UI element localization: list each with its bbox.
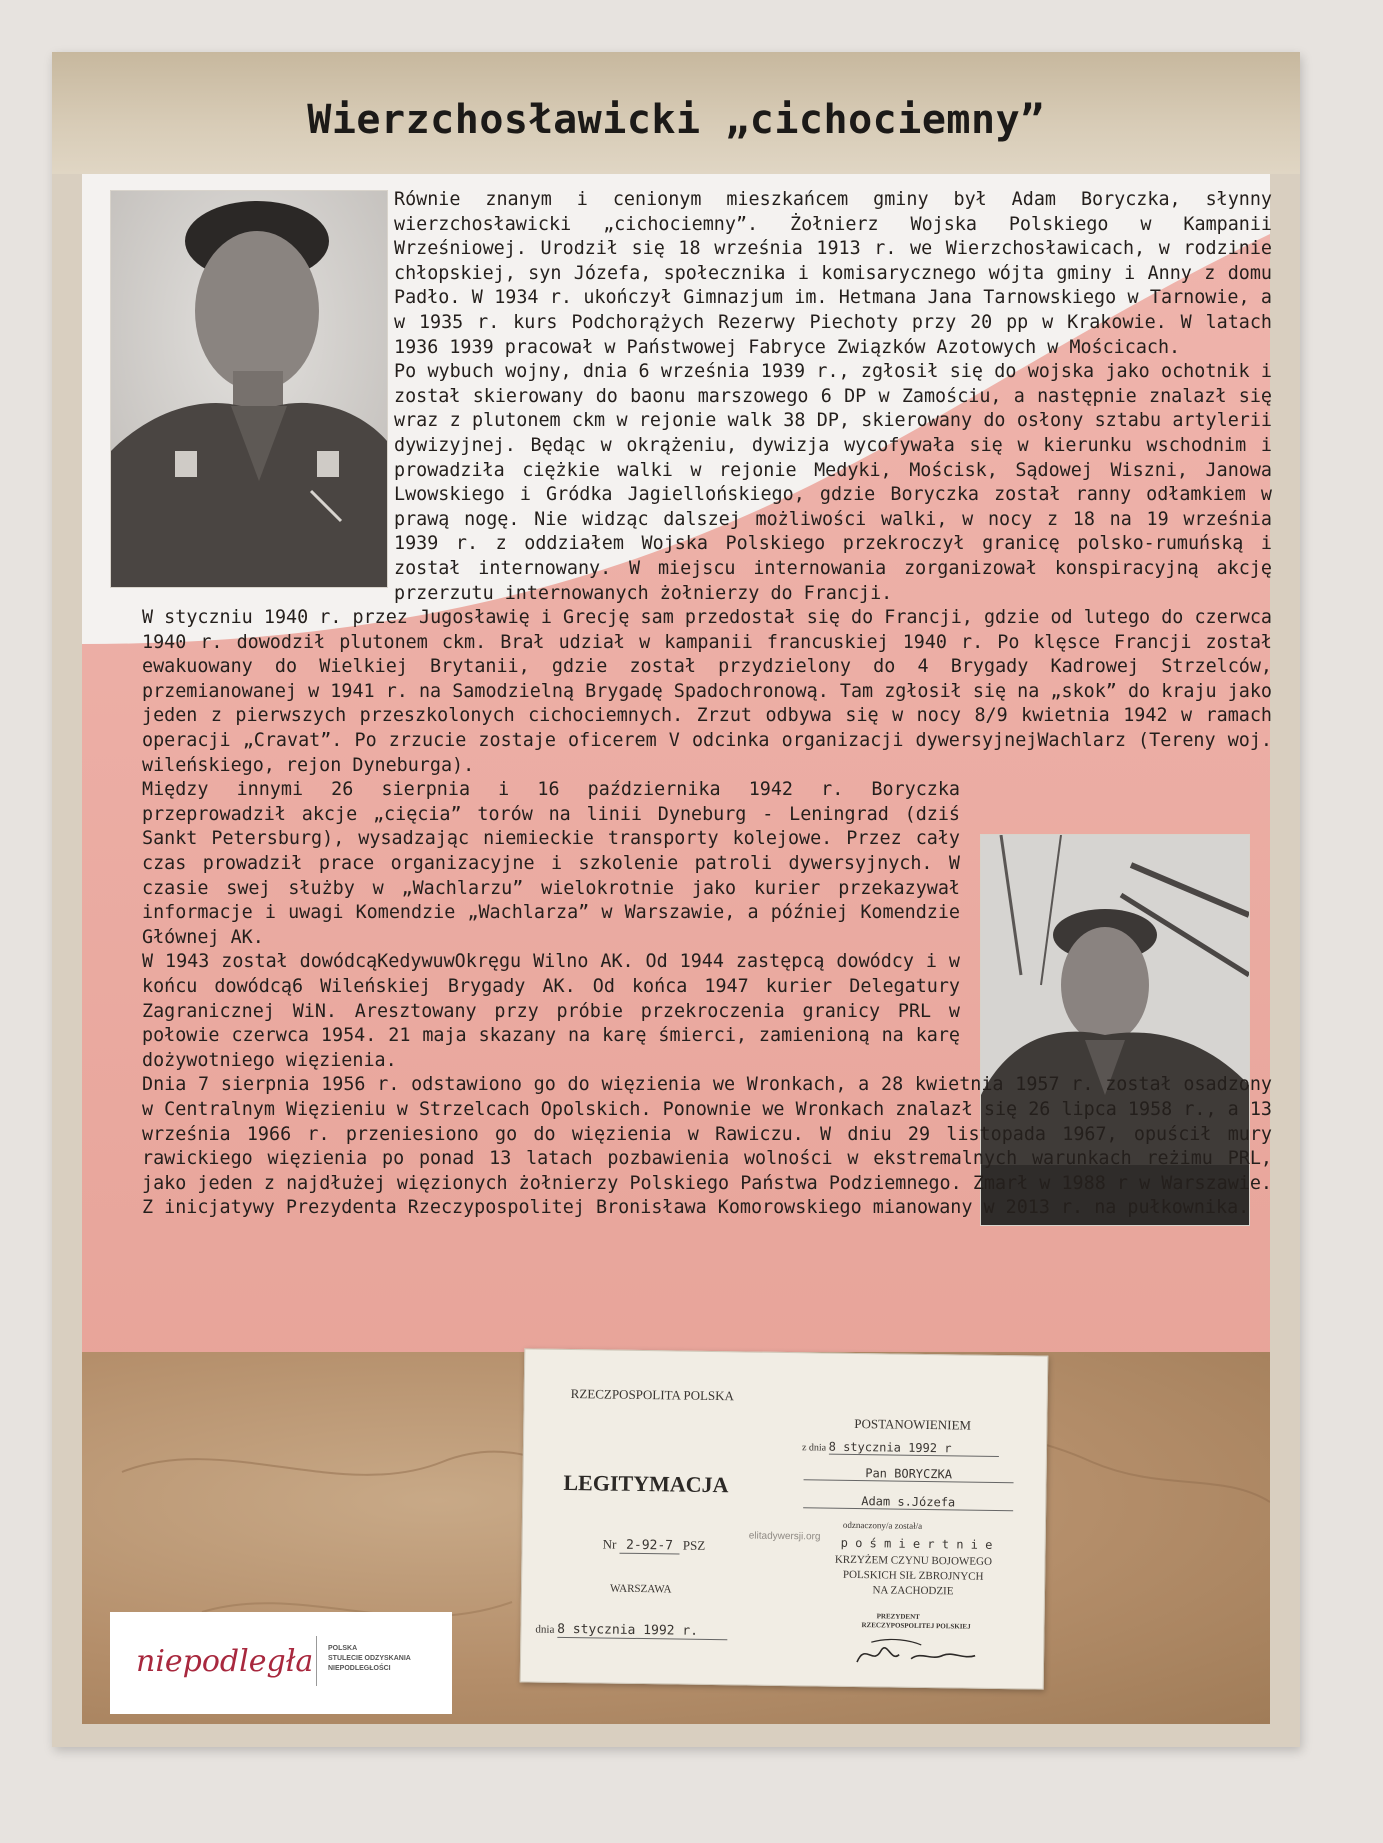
watermark-text: elitadywersji.org — [748, 1530, 821, 1543]
award-line-2: POLSKICH SIŁ ZBROJNYCH — [842, 1568, 984, 1583]
recipient-name: Adam s.Józefa — [803, 1493, 1013, 1511]
paragraph-3: W styczniu 1940 r. przez Jugosławię i Grecję sam przedostał się do Francji, gdzie od lutego do czerwca 1940 r. dowodził plutonem ckm. Brał udział w kampanii francuskiej 1940 r. Po klęsce Francji został ewakuowany do Wielkiej Brytanii, gdzie został przydzielony do 4 Brygady Kadrowej Strzelców, przemianowanej w 1941 r. na Samodzielną Brygadę Spadochronową. Tam zgłosił się na „skok” do kraju jako jeden z pierwszych przeszkolonych cichociemnych. Zrzut odbywa się w nocy 8/9 kwietnia 1942 w ramach operacji „Cravat”. Po zrzucie zostaje oficerem V odcinka organizacji dywersyjnejWachlarz (Tereny woj. wileńskiego, rejon Dyneburga). — [142, 607, 1272, 776]
certificate-header: RZECZPOSPOLITA POLSKA — [570, 1386, 735, 1404]
number-value: 2-92-7 — [619, 1538, 679, 1555]
logo-line-2: STULECIE ODZYSKANIA — [328, 1655, 411, 1662]
decree-date-value: 8 stycznia 1992 r — [829, 1440, 999, 1457]
paragraph-6: Dnia 7 sierpnia 1956 r. odstawiono go do więzienia we Wronkach, a 28 kwietnia 1957 r. został osadzony w Centralnym Więzieniu w Strzelcach Opolskich. Ponownie we Wronkach znalazł się 26 lipca 1958 r., a 13 września 1966 r. przeniesiono go do więzienia w Rawiczu. W dniu 29 listopada 1967, opuścił mury rawickiego więzienia po ponad 13 latach pozbawienia wolności w ekstremalnych warunkach reżimu PRL, jako jeden z najdłużej więzionych żołnierzy Polskiego Państwa Podziemnego. Zmarł w 1988 r w Warszawie. Z inicjatywy Prezydenta Rzeczypospolitej Bronisława Komorowskiego mianowany w 2013 r. na pułkownika. — [142, 1074, 1272, 1219]
paragraph-1: Równie znanym i cenionym mieszkańcem gminy był Adam Boryczka, słynny wierzchosławicki „cichociemny”. Żołnierz Wojska Polskiego w Kampanii Wrześniowej. Urodził się 18 września 1913 r. we Wierzchosławicach, w rodzinie chłopskiej, syn Józefa, społecznika i komisarycznego wójta gminy i Anny z domu Padło. W 1934 r. ukończył Gimnazjum im. Hetmana Jana Tarnowskiego w Tarnowie, a w 1935 r. kurs Podchorążych Rezerwy Piechoty przy 20 pp w Krakowie. W latach 1936 1939 pracował w Państwowej Fabryce Związków Azotowych w Mościcach. — [394, 189, 1272, 358]
paragraph-5: W 1943 został dowódcąKedywuwOkręgu Wilno AK. Od 1944 zastępcą dowódcy i w końcu dowódcą6 Wileńskiej Brygady AK. Od końca 1947 kurier Delegatury Zagranicznej WiN. Aresztowany przy próbie przekroczenia granicy PRL w połowie czerwca 1954. 21 maja skazany na karę śmierci, zamienioną na karę dożywotniego więzienia. — [142, 951, 960, 1071]
niepodlegla-logo — [110, 1612, 452, 1714]
signature-graphic — [851, 1632, 982, 1674]
award-line-1: KRZYŻEM CZYNU BOJOWEGO — [834, 1553, 993, 1568]
recipient-title: Pan BORYCZKA — [804, 1465, 1014, 1483]
date-value: 8 stycznia 1992 r. — [557, 1622, 727, 1640]
decree-date-prefix: z dnia — [801, 1442, 827, 1454]
logo-line-3: NIEPODLEGŁOŚCI — [328, 1665, 391, 1672]
biography-text — [142, 188, 1272, 1221]
paragraph-4: Między innymi 26 sierpnia i 16 października 1942 r. Boryczka przeprowadził akcje „cięcia” torów na linii Dyneburg - Leningrad (dziś Sankt Petersburg), wysadzając niemieckie transporty kolejowe. Przez cały czas prowadził prace organizacyjne i szkolenie patroli dywersyjnych. W czasie swej służby w „Wachlarzu” wielokrotnie jako kurier przekazywał informacje i uwagi Komendzie „Wachlarza” w Warszawie, a później Komendzie Głównej AK. — [142, 779, 960, 948]
board-title: Wierzchosławicki „cichociemny” — [307, 97, 1045, 143]
award-line-3: NA ZACHODZIE — [872, 1584, 954, 1598]
certificate-date — [535, 1622, 727, 1641]
number-suffix: PSZ — [682, 1537, 706, 1553]
certificate-number — [603, 1536, 706, 1554]
awarded-label: odznaczony/a został/a — [842, 1519, 923, 1531]
posthumous-label: p o ś m i e r t n i e — [840, 1535, 993, 1552]
logo-script: niepodległa — [136, 1644, 314, 1679]
president-label-2: RZECZYPOSPOLITEJ POLSKIEJ — [861, 1621, 971, 1631]
logo-line-1: POLSKA — [328, 1645, 358, 1652]
number-prefix: Nr — [602, 1536, 617, 1552]
award-certificate — [520, 1348, 1049, 1689]
certificate-heading: LEGITYMACJA — [563, 1469, 729, 1498]
paragraph-2: Po wybuch wojny, dnia 6 września 1939 r., zgłosił się do wojska jako ochotnik i został skierowany do baonu marszowego 6 DP w Zamościu, a następnie znalazł się wraz z plutonem ckm w rejonie walk 38 DP, skierowany do osłony sztabu artylerii dywizyjnej. Będąc w okrążeniu, dywizja wycofywała się w kierunku wschodnim i prowadziła ciężkie walki w rejonie Medyki, Mościsk, Sądowej Wiszni, Janowa Lwowskiego i Gródka Jagiellońskiego, gdzie Boryczka został ranny odłamkiem w prawą nogę. Nie widząc dalszej możliwości walki, w nocy z 18 na 19 września 1939 r. z oddziałem Wojska Polskiego przekroczył granicę polsko-rumuńską i został internowany. W miejscu internowania zorganizował konspiracyjną akcję przerzutu internowanych żołnierzy do Francji. — [394, 361, 1272, 604]
exhibition-board — [52, 52, 1300, 1747]
certificate-city: WARSZAWA — [609, 1582, 672, 1596]
decree-label: POSTANOWIENIEM — [854, 1415, 972, 1433]
president-label-1: PREZYDENT — [876, 1612, 920, 1621]
date-prefix: dnia — [535, 1623, 555, 1636]
logo-divider — [316, 1636, 317, 1686]
decree-date — [802, 1439, 999, 1457]
logo-caption — [328, 1644, 411, 1674]
